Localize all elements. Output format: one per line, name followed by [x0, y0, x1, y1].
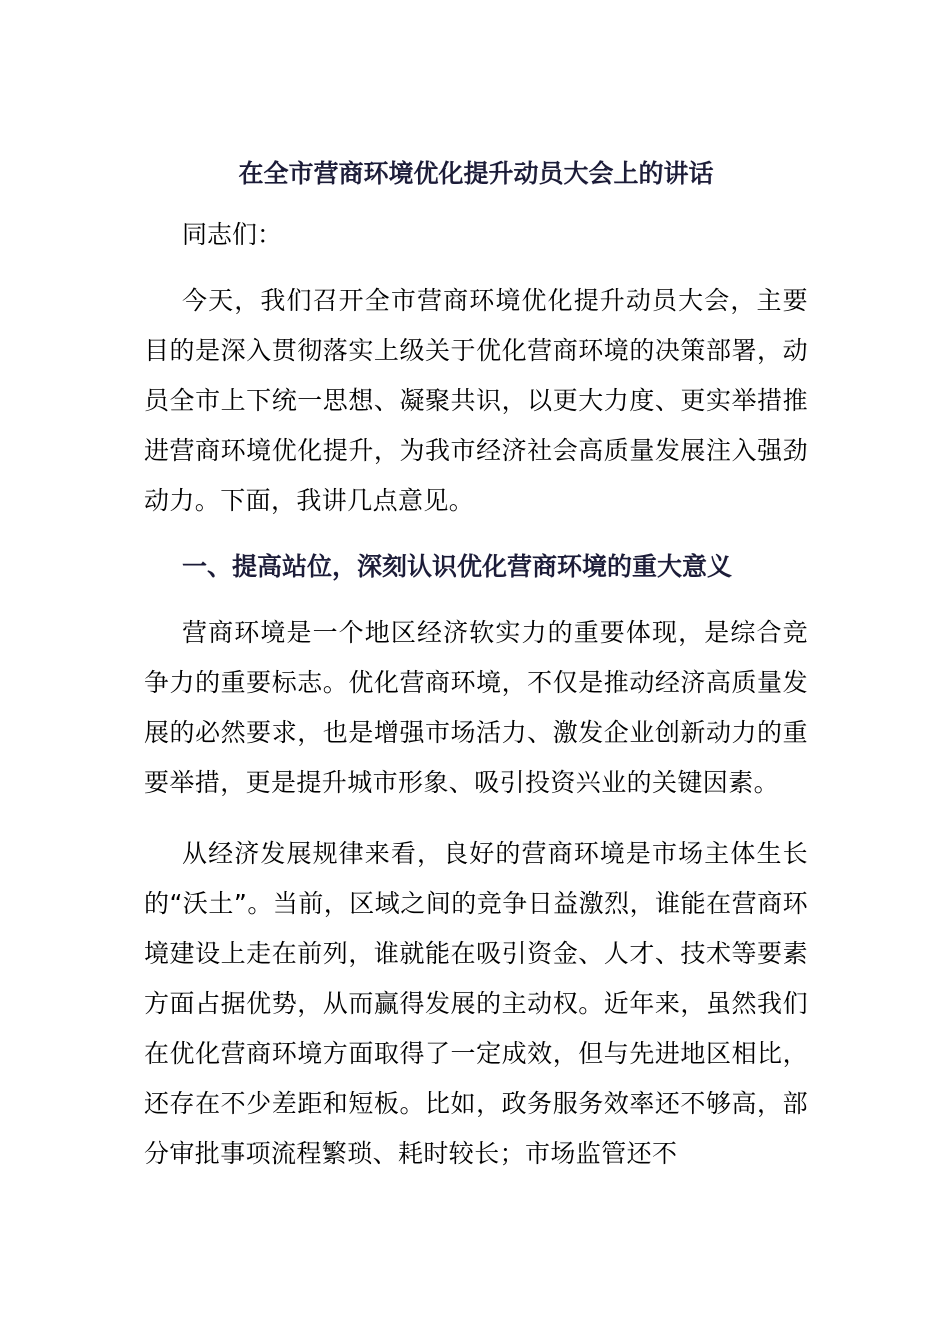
paragraph-economic-law: 从经济发展规律来看，良好的营商环境是市场主体生长的“沃土”。当前，区域之间的竞争日益激烈，谁能在营商环境建设上走在前列，谁就能在吸引资金、人才、技术等要素方面占据优势，从而赢得发展的主动权。近年来，虽然我们在优化营商环境方面取得了一定成效，但与先进地区相比，还存在不少差距和短板。比如，政务服务效率还不够高，部分审批事项流程繁琐、耗时较长；市场监管还不	[144, 839, 808, 1168]
document-body	[144, 154, 808, 1179]
paragraph-significance: 营商环境是一个地区经济软实力的重要体现，是综合竞争力的重要标志。优化营商环境，不仅是推动经济高质量发展的必然要求，也是增强市场活力、激发企业创新动力的重要举措，更是提升城市形象、吸引投资兴业的关键因素。	[144, 618, 808, 797]
speech-title: 在全市营商环境优化提升动员大会上的讲话	[238, 159, 714, 188]
section-heading-1: 一、提高站位，深刻认识优化营商环境的重大意义	[182, 552, 733, 581]
salutation: 同志们：	[182, 220, 283, 249]
paragraph-intro: 今天，我们召开全市营商环境优化提升动员大会，主要目的是深入贯彻落实上级关于优化营商环境的决策部署，动员全市上下统一思想、凝聚共识，以更大力度、更实举措推进营商环境优化提升，为我市经济社会高质量发展注入强劲动力。下面，我讲几点意见。	[144, 286, 808, 515]
